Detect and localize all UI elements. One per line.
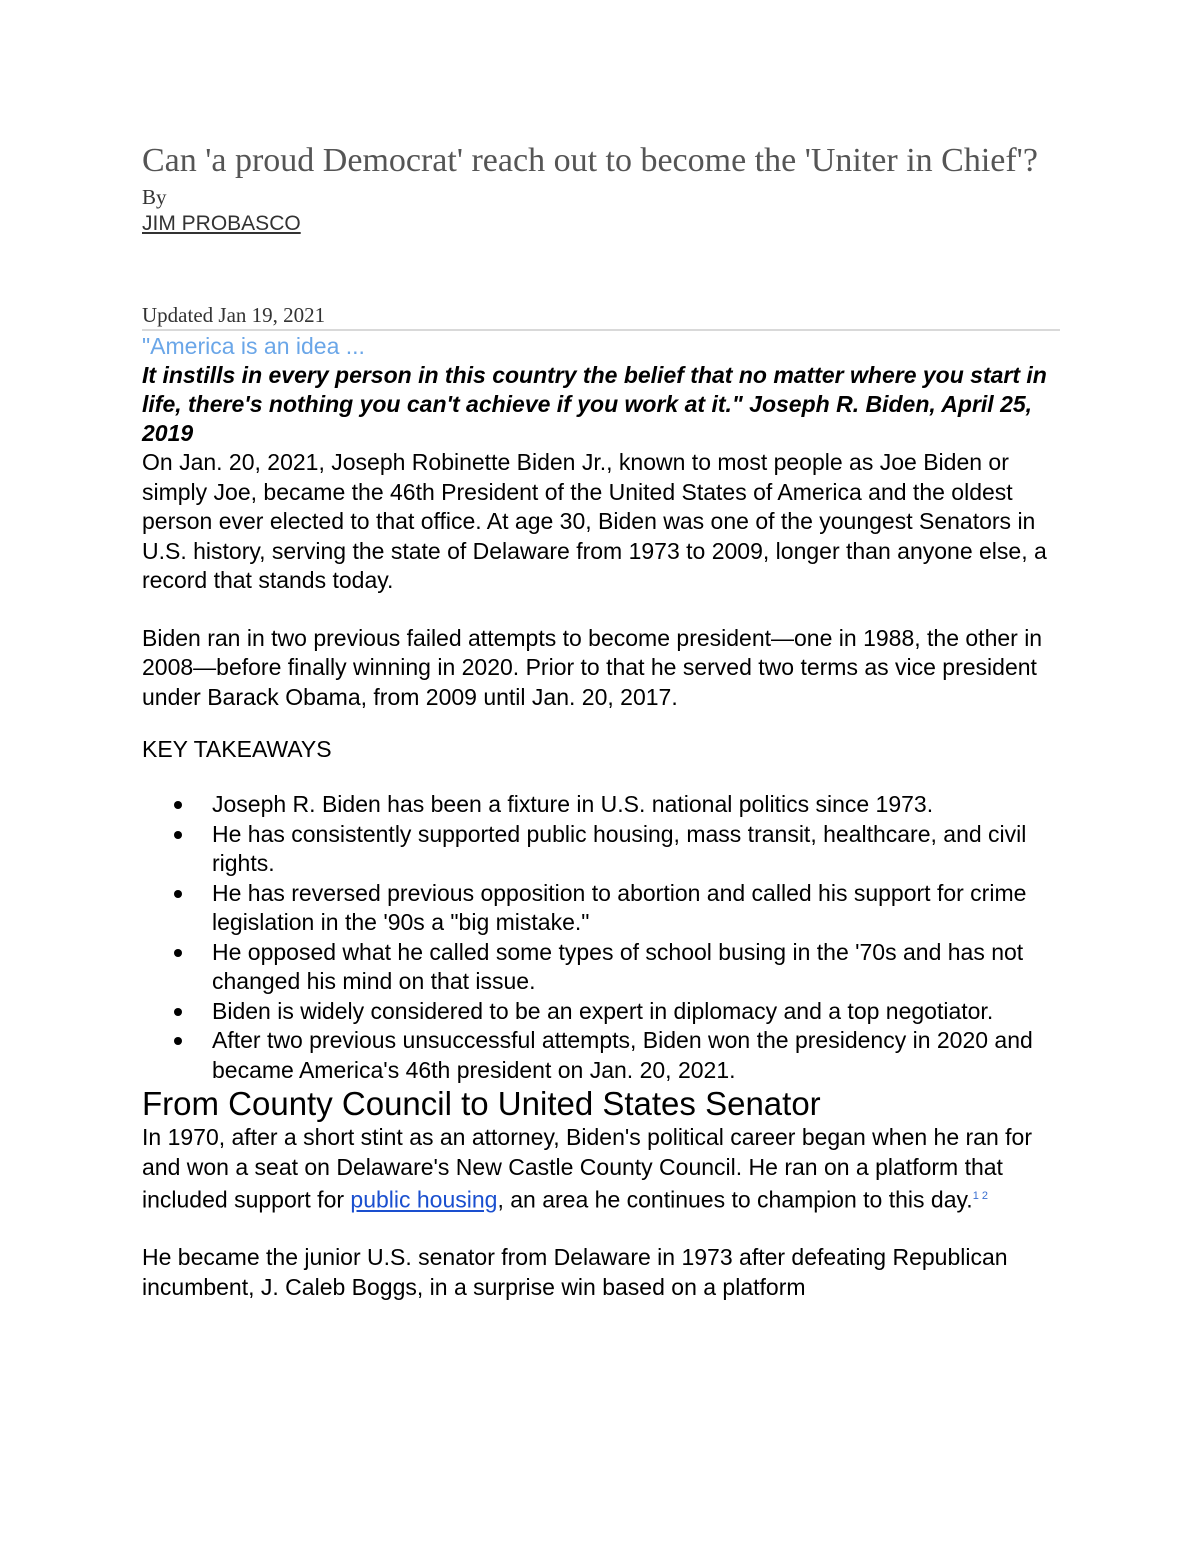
public-housing-link[interactable]: public housing xyxy=(350,1186,498,1213)
takeaway-text: Joseph R. Biden has been a fixture in U.S. national politics since 1973. xyxy=(212,791,934,817)
paragraph-intro: On Jan. 20, 2021, Joseph Robinette Biden Jr., known to most people as Joe Biden or simply Joe, became the 46th President of the United States of America and the oldest person ever elected to that office. At age 30, Biden was one of the youngest Senators in U.S. history, serving the state of Delaware from 1973 to 2009, longer than anyone else, a record that stands today. xyxy=(142,449,1047,593)
list-item xyxy=(212,997,1060,1027)
list-item xyxy=(212,879,1060,938)
key-takeaways-list xyxy=(142,790,1060,1085)
list-item xyxy=(212,1026,1060,1085)
takeaway-text: After two previous unsuccessful attempts, Biden won the presidency in 2020 and became America's 46th president on Jan. 20, 2021. xyxy=(212,1027,1033,1083)
takeaway-text: He has reversed previous opposition to abortion and called his support for crime legislation in the '90s a "big mistake." xyxy=(212,879,1027,935)
bullet-icon xyxy=(174,801,182,809)
section-heading: From County Council to United States Senator xyxy=(142,1085,821,1122)
takeaway-text: He has consistently supported public housing, mass transit, healthcare, and civil rights. xyxy=(212,820,1027,876)
key-takeaways-heading: KEY TAKEAWAYS xyxy=(142,736,332,762)
article-body xyxy=(142,140,1060,1302)
quote-body: It instills in every person in this country the belief that no matter where you start in life, there's nothing you can't achieve if you work at it." Joseph R. Biden, April 25, 2019 xyxy=(142,362,1047,446)
bullet-icon xyxy=(174,831,182,839)
bullet-icon xyxy=(174,949,182,957)
list-item xyxy=(212,790,1060,820)
paragraph-senator: He became the junior U.S. senator from Delaware in 1973 after defeating Republican incumbent, J. Caleb Boggs, in a surprise win based on a platform xyxy=(142,1244,1008,1300)
list-item xyxy=(212,938,1060,997)
paragraph-text: In 1970, after a short stint as an attorney, Biden's political career began when he ran for and won a seat on Delaware's New Castle County Council. He ran on a platform that included support for xyxy=(142,1124,1032,1213)
takeaway-text: He opposed what he called some types of school busing in the '70s and has not changed his mind on that issue. xyxy=(212,938,1024,994)
bullet-icon xyxy=(174,1037,182,1045)
quote-lead: "America is an idea ... xyxy=(142,333,365,359)
updated-date: Updated Jan 19, 2021 xyxy=(142,302,1060,331)
bullet-icon xyxy=(174,1008,182,1016)
author-link[interactable]: JIM PROBASCO xyxy=(142,212,301,235)
paragraph-previous-attempts: Biden ran in two previous failed attempts to become president—one in 1988, the other in 2008—before finally winning in 2020. Prior to that he served two terms as vice president under Barack Obama, from 2009 until Jan. 20, 2017. xyxy=(142,624,1043,710)
byline-label: By xyxy=(142,185,167,209)
takeaway-text: Biden is widely considered to be an expert in diplomacy and a top negotiator. xyxy=(212,997,994,1024)
paragraph-county-council xyxy=(142,1123,1060,1215)
footnote-refs[interactable]: 1 2 xyxy=(972,1190,988,1202)
article-title: Can 'a proud Democrat' reach out to become the 'Uniter in Chief'? xyxy=(142,142,1038,179)
paragraph-text: , an area he continues to champion to this day. xyxy=(497,1186,973,1213)
list-item xyxy=(212,820,1060,879)
bullet-icon xyxy=(174,890,182,898)
